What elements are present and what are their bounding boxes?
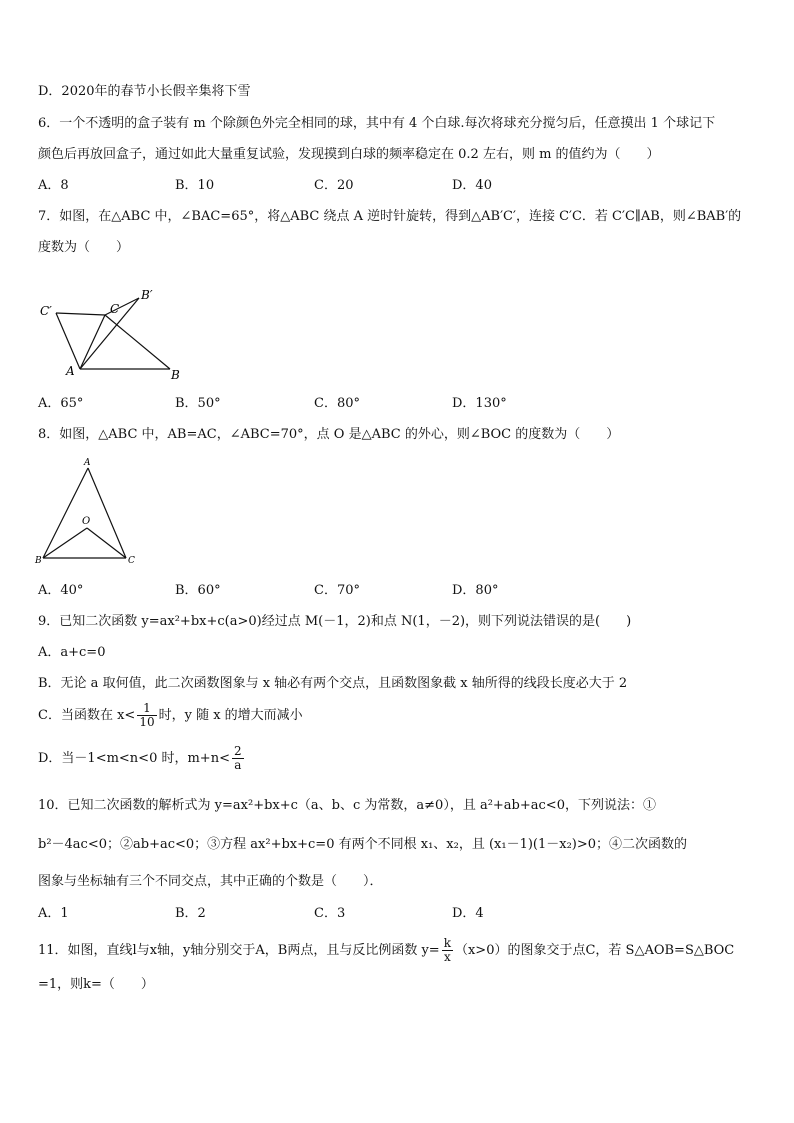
q10-stem-line1: 10．已知二次函数的解析式为 y=ax²+bx+c（a、b、c 为常数，a≠0），且 a²+ab+ac<0，下列说法：① xyxy=(38,798,656,813)
q7-label-b-prime: B′ xyxy=(141,288,153,302)
q9-d-denominator: a xyxy=(234,758,242,772)
q5-option-d: D．2020年的春节小长假辛集将下雪 xyxy=(38,84,251,99)
q6-option-d: D．40 xyxy=(452,178,492,193)
q9-option-a: A．a+c=0 xyxy=(38,645,106,660)
q9-c-denominator: 10 xyxy=(139,715,155,729)
q8-figure xyxy=(34,455,144,570)
q8-label-a: A xyxy=(84,458,91,468)
q9-d-prefix: D．当－1<m<n<0 时，m+n< xyxy=(38,751,230,766)
q7-segment-c-b xyxy=(105,315,170,369)
q9-option-d xyxy=(38,745,246,772)
q9-d-numerator: 2 xyxy=(233,744,242,758)
q7-label-c: C xyxy=(110,302,120,316)
q9-stem: 9．已知二次函数 y=ax²+bx+c(a>0)经过点 M(－1，2)和点 N(1，－2)，则下列说法错误的是( ) xyxy=(38,614,632,629)
q6-stem-line1: 6．一个不透明的盒子装有 m 个除颜色外完全相同的球，其中有 4 个白球.每次将球充分搅匀后，任意摸出 1 个球记下 xyxy=(38,116,716,131)
q9-c-fraction xyxy=(137,702,156,729)
q9-d-fraction xyxy=(232,745,244,772)
q7-stem-line2: 度数为（ ） xyxy=(38,240,130,255)
q8-label-b: B xyxy=(35,556,42,566)
q7-label-c-prime: C′ xyxy=(40,304,52,318)
q8-label-c: C xyxy=(128,556,135,566)
q11-suffix: （x>0）的图象交于点C，若 S△AOB=S△BOC xyxy=(454,943,735,958)
q11-denominator: x xyxy=(443,950,451,964)
q7-segment-a-c xyxy=(80,315,105,369)
q7-option-b: B．50° xyxy=(175,396,221,411)
q7-option-c: C．80° xyxy=(314,396,360,411)
q6-stem-line2: 颜色后再放回盒子，通过如此大量重复试验，发现摸到白球的频率稳定在 0.2 左右，则 m 的值约为（ ） xyxy=(38,147,660,162)
q7-label-b: B xyxy=(171,368,180,382)
q8-stem: 8．如图，△ABC 中，AB=AC，∠ABC=70°，点 O 是△ABC 的外心，则∠BOC 的度数为（ ） xyxy=(38,427,620,442)
q6-option-b: B．10 xyxy=(175,178,215,193)
q7-figure xyxy=(36,285,196,385)
q10-option-b: B．2 xyxy=(175,906,206,921)
q6-option-a: A．8 xyxy=(38,178,69,193)
q11-numerator: k xyxy=(443,936,451,950)
q10-option-d: D．4 xyxy=(452,906,484,921)
q10-option-c: C．3 xyxy=(314,906,346,921)
q11-fraction xyxy=(442,937,453,964)
q10-stem-line2: b²－4ac<0；②ab+ac<0；③方程 ax²+bx+c=0 有两个不同根 x₁、x₂，且 (x₁－1)(1－x₂)>0；④二次函数的 xyxy=(38,837,688,852)
q7-label-a: A xyxy=(66,364,75,378)
q6-option-c: C．20 xyxy=(314,178,354,193)
q7-option-a: A．65° xyxy=(38,396,84,411)
q8-option-b: B．60° xyxy=(175,583,221,598)
q11-stem-line2: =1，则k=（ ） xyxy=(38,977,154,992)
q8-segment-a-b xyxy=(43,468,91,558)
q7-segment-c-prime-a xyxy=(56,313,80,369)
q9-c-suffix: 时，y 随 x 的增大而减小 xyxy=(158,708,303,723)
q9-c-prefix: C．当函数在 x< xyxy=(38,708,136,723)
q8-label-o: O xyxy=(82,516,91,527)
q8-segment-a-c xyxy=(88,468,126,558)
q11-prefix: 11．如图，直线l与x轴，y轴分别交于A，B两点，且与反比例函数 y= xyxy=(38,943,440,958)
q7-option-d: D．130° xyxy=(452,396,507,411)
q9-option-c xyxy=(38,702,303,729)
q9-option-b: B．无论 a 取何值，此二次函数图象与 x 轴必有两个交点，且函数图象截 x 轴所得的线段长度必大于 2 xyxy=(38,676,628,691)
q11-stem-line1 xyxy=(38,937,734,964)
q7-stem-line1: 7．如图，在△ABC 中，∠BAC=65°，将△ABC 绕点 A 逆时针旋转，得到△AB′C′，连接 C′C．若 C′C∥AB，则∠BAB′的 xyxy=(38,209,742,224)
q9-c-numerator: 1 xyxy=(137,702,156,716)
q8-option-c: C．70° xyxy=(314,583,360,598)
q8-option-a: A．40° xyxy=(38,583,84,598)
q7-segment-c-prime-c xyxy=(56,313,105,315)
q10-option-a: A．1 xyxy=(38,906,69,921)
q10-stem-line3: 图象与坐标轴有三个不同交点，其中正确的个数是（ ）． xyxy=(38,874,383,889)
q8-segment-o-b xyxy=(43,528,87,558)
q8-option-d: D．80° xyxy=(452,583,499,598)
